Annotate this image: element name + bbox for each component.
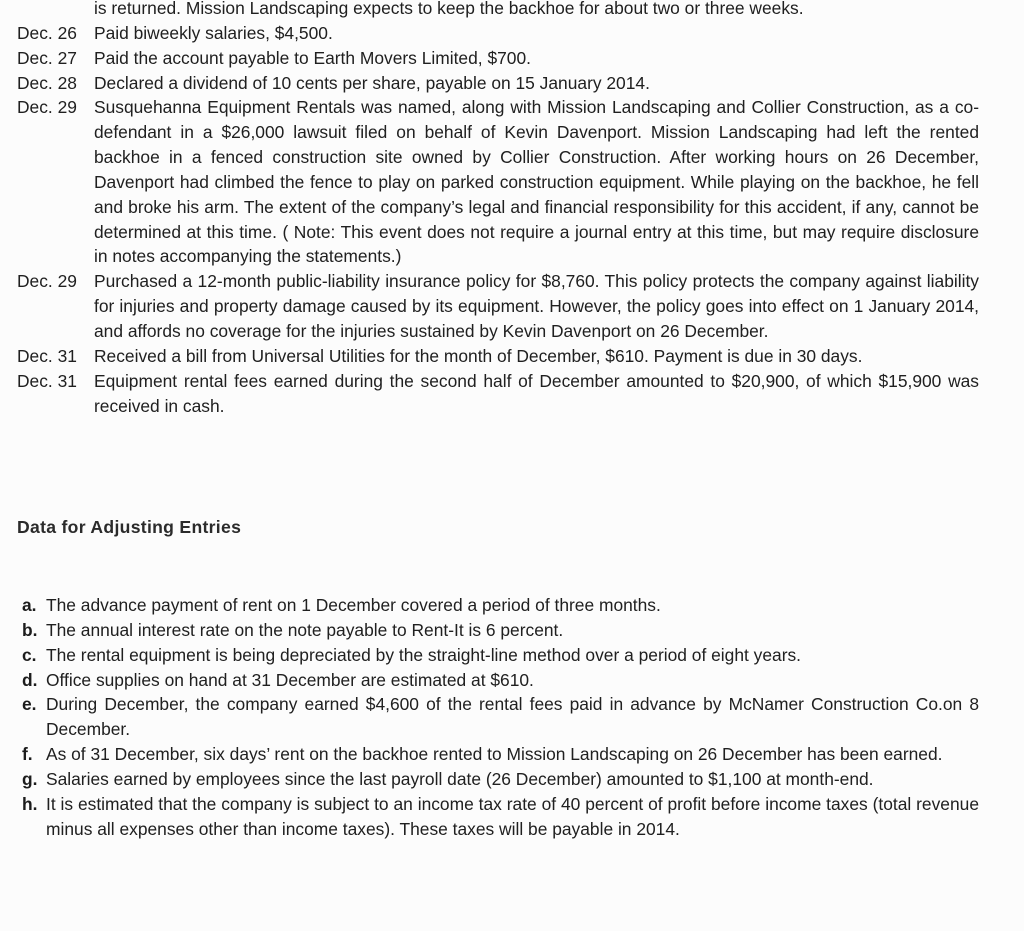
adjustment-letter: f. <box>22 744 33 765</box>
adjustment-item <box>22 767 979 792</box>
adjustment-letter: g. <box>22 768 38 789</box>
transaction-entry <box>17 369 979 419</box>
transaction-entry <box>17 344 979 369</box>
transaction-text: Declared a dividend of 10 cents per share, payable on 15 January 2014. <box>94 72 650 93</box>
adjustment-item <box>22 692 979 742</box>
adjustment-letter: c. <box>22 644 37 665</box>
adjustment-text: As of 31 December, six days’ rent on the backhoe rented to Mission Landscaping on 26 December has been earned. <box>46 744 943 765</box>
adjustment-item <box>22 668 979 693</box>
adjustment-letter: a. <box>22 595 37 615</box>
transaction-text: Susquehanna Equipment Rentals was named, along with Mission Landscaping and Collier Construction, as a co-defendant in a $26,000 lawsuit filed on behalf of Kevin Davenport. Mission Landscaping had left the rented backhoe in a fenced construction site owned by Collier Construction. After working hours on 26 December, Davenport had climbed the fence to play on parked construction equipment. While playing on the backhoe, he fell and broke his arm. The extent of the company’s legal and financial responsibility for this accident, if any, cannot be determined at this time. ( Note: This event does not require a journal entry at this time, but may require disclosure in notes accompanying the statements.) <box>94 97 979 267</box>
transaction-date: Dec. 28 <box>17 72 77 93</box>
adjustment-text: It is estimated that the company is subject to an income tax rate of 40 percent of profit before income taxes (total revenue minus all expenses other than income taxes). These taxes will be payable in 2014. <box>46 793 979 839</box>
adjustment-item <box>22 618 979 643</box>
adjustment-letter: b. <box>22 619 38 640</box>
transaction-text: Equipment rental fees earned during the second half of December amounted to $20,900, of which $15,900 was received in cash. <box>94 370 979 416</box>
transaction-entry <box>17 21 979 46</box>
adjustment-text: The annual interest rate on the note payable to Rent-It is 6 percent. <box>46 619 564 640</box>
transaction-date: Dec. 29 <box>17 271 77 292</box>
transaction-date: Dec. 31 <box>17 370 77 391</box>
section-title: Data for Adjusting Entries <box>17 517 242 537</box>
adjustment-text: During December, the company earned $4,600 of the rental fees paid in advance by McNamer Construction Co.on 8 December. <box>46 694 979 740</box>
adjusting-entries-list <box>22 593 979 841</box>
adjustment-text: The advance payment of rent on 1 December covered a period of three months. <box>46 595 661 615</box>
transaction-entry <box>17 71 979 96</box>
adjustment-item <box>22 643 979 668</box>
adjustment-item <box>22 593 979 618</box>
transaction-text: Paid biweekly salaries, $4,500. <box>94 22 333 43</box>
transaction-list <box>17 0 979 418</box>
transaction-date: Dec. 31 <box>17 345 77 366</box>
transaction-entry <box>17 269 979 344</box>
adjustment-item <box>22 742 979 767</box>
transaction-entry <box>17 95 979 269</box>
adjustment-item <box>22 792 979 842</box>
transaction-date: Dec. 29 <box>17 97 77 118</box>
adjustment-letter: h. <box>22 793 38 814</box>
continued-text: is returned. Mission Landscaping expects to keep the backhoe for about two or three weeks. <box>94 0 804 18</box>
transaction-date: Dec. 27 <box>17 47 77 68</box>
adjustment-text: The rental equipment is being depreciated by the straight-line method over a period of eight years. <box>46 644 802 665</box>
transaction-entry <box>17 46 979 71</box>
transaction-text: Paid the account payable to Earth Movers Limited, $700. <box>94 47 531 68</box>
transaction-date: Dec. 26 <box>17 22 77 43</box>
transaction-text: Purchased a 12-month public-liability insurance policy for $8,760. This policy protects the company against liability for injuries and property damage caused by its equipment. However, the policy goes into effect on 1 January 2014, and affords no coverage for the injuries sustained by Kevin Davenport on 26 December. <box>94 271 979 341</box>
transaction-text: Received a bill from Universal Utilities for the month of December, $610. Payment is due in 30 days. <box>94 345 863 366</box>
adjustment-letter: e. <box>22 694 37 715</box>
adjustment-text: Salaries earned by employees since the last payroll date (26 December) amounted to $1,100 at month-end. <box>46 768 874 789</box>
adjustment-letter: d. <box>22 669 38 690</box>
adjustment-text: Office supplies on hand at 31 December are estimated at $610. <box>46 669 534 690</box>
